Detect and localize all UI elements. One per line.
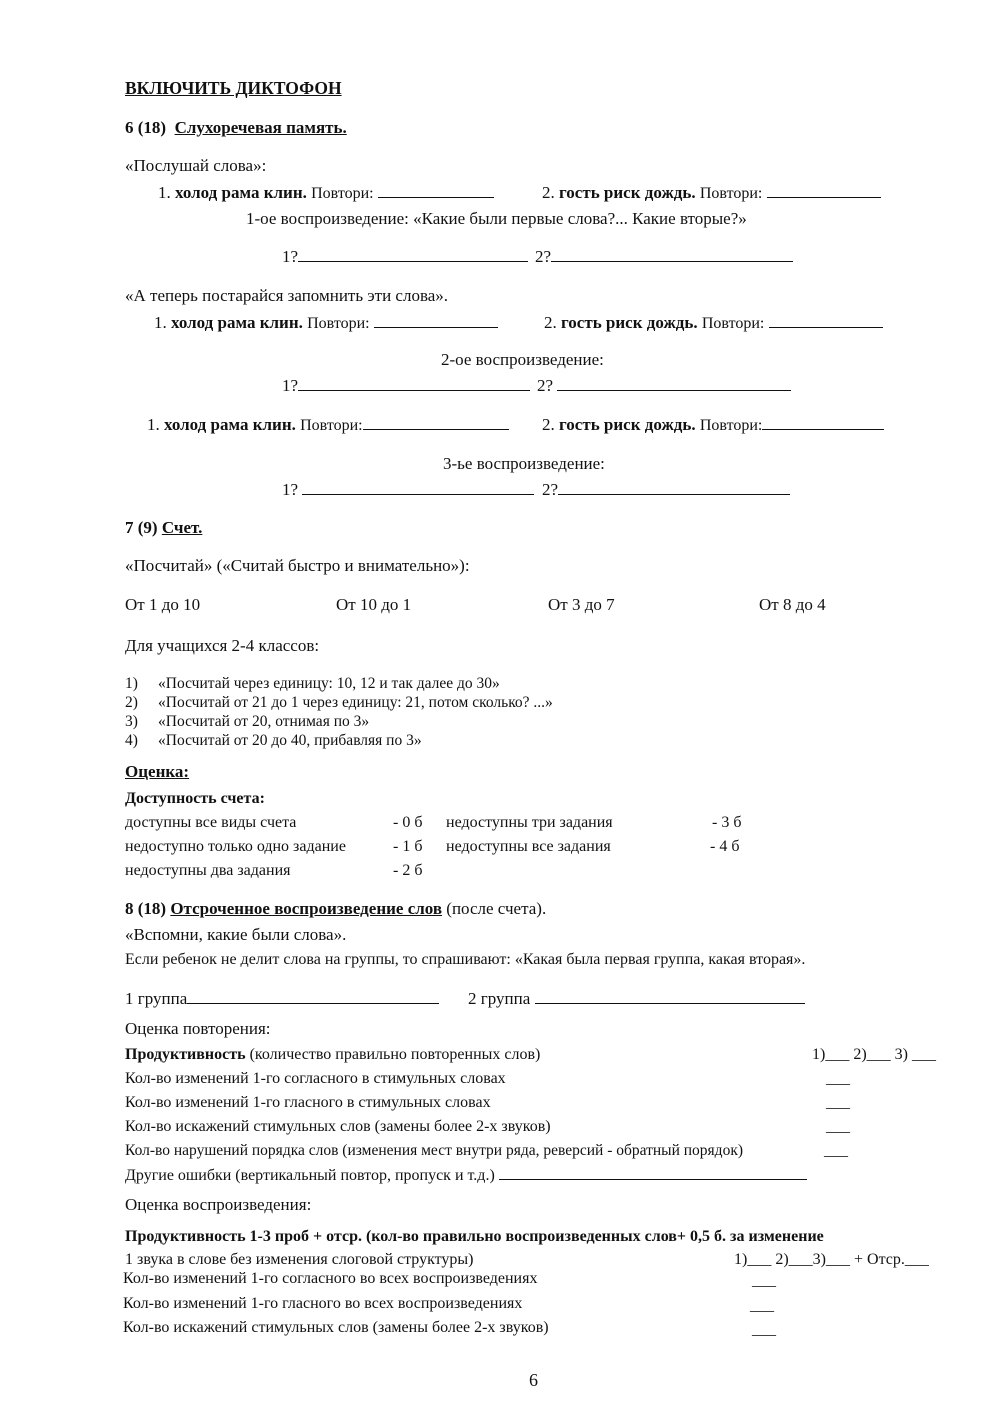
answer-blank[interactable] [298, 376, 530, 391]
section8-after: (после счета). [446, 899, 547, 918]
repeat-blank[interactable] [762, 415, 884, 430]
task-item-3 [125, 712, 370, 732]
task-text: «Посчитай от 20 до 40, прибавляя по 3» [158, 732, 422, 749]
range-2: От 10 до 1 [336, 595, 412, 614]
repeat-label: Повтори: [307, 315, 370, 332]
word-row-3a [147, 415, 509, 436]
task-text: «Посчитай через единицу: 10, 12 и так далее до 30» [158, 675, 500, 692]
rec-item-blank[interactable]: ___ [750, 1297, 774, 1314]
answer-blank[interactable] [302, 480, 534, 495]
section6-intro: «Послушай слова»: [125, 156, 267, 175]
task-item-1 [125, 674, 500, 694]
repeat-label: Повтори: [300, 417, 363, 434]
rec-item: Кол-во изменений 1-го гласного во всех воспроизведениях [123, 1295, 523, 1312]
repeat-eval-heading: Оценка повторения: [125, 1019, 271, 1038]
group-2-blank[interactable] [535, 989, 805, 1004]
productivity2-cont: 1 звука в слове без изменения слоговой структуры) [125, 1251, 474, 1268]
recall3-text: 3-ье воспроизведение: [443, 454, 605, 473]
section6-title: Слухоречевая память. [174, 118, 347, 137]
repeat-label: Повтори: [311, 185, 374, 202]
productivity-row [125, 1045, 540, 1065]
range-4: От 8 до 4 [759, 595, 826, 614]
task-text: «Посчитай от 20, отнимая по 3» [158, 713, 370, 730]
answer-blank[interactable] [557, 376, 791, 391]
recall3-answer-1 [282, 480, 534, 500]
score-points: - 4 б [710, 838, 740, 855]
group-2-label: 2 группа [468, 989, 531, 1008]
task-number: 1) [125, 675, 138, 692]
score-points: - 0 б [393, 814, 423, 831]
score-label: недоступны два задания [125, 862, 291, 879]
word-set-1: холод рама клин. [171, 313, 303, 332]
score-label: недоступно только одно задание [125, 838, 346, 855]
word-row-1a [158, 183, 494, 204]
word-row-3b [542, 415, 884, 436]
repeat-blank[interactable] [767, 183, 881, 198]
recall2-answer-2 [537, 376, 791, 396]
students-note: Для учащихся 2-4 классов: [125, 636, 320, 655]
task-number: 2) [125, 694, 138, 711]
word-set-1: холод рама клин. [164, 415, 296, 434]
recall1-answer-1 [282, 247, 528, 267]
productivity-label: Продуктивность [125, 1046, 246, 1063]
score-label: доступны все виды счета [125, 814, 297, 831]
group-1-field [125, 989, 439, 1009]
q1-label: 1? [282, 480, 299, 499]
try-remember-text: «А теперь постарайся запомнить эти слова». [125, 286, 449, 305]
record-heading: ВКЛЮЧИТЬ ДИКТОФОН [125, 78, 342, 98]
group-question: Если ребенок не делит слова на группы, то спрашивают: «Какая была первая группа, какая вторая». [125, 951, 806, 968]
q1-label: 1? [282, 247, 299, 266]
row-number: 2. [542, 183, 555, 202]
answer-blank[interactable] [298, 247, 528, 262]
access-heading: Доступность счета: [125, 790, 265, 807]
recall-prompt: «Вспомни, какие были слова». [125, 925, 347, 944]
repeat-blank[interactable] [769, 313, 883, 328]
word-set-2: гость риск дождь. [559, 183, 696, 202]
repeat-label: Повтори: [699, 185, 763, 202]
section7-title: Счет. [161, 518, 203, 537]
other-errors-blank[interactable] [499, 1165, 807, 1180]
q2-label: 2? [537, 376, 554, 395]
word-row-1b [542, 183, 881, 204]
score-label: недоступны все задания [446, 838, 611, 855]
rep-item: Кол-во изменений 1-го гласного в стимульных словах [125, 1094, 491, 1111]
rep-item-blank[interactable]: ___ [824, 1142, 848, 1159]
rec-item-blank[interactable]: ___ [752, 1272, 776, 1289]
answer-blank[interactable] [551, 247, 793, 262]
repeat-blank[interactable] [363, 415, 509, 430]
rec-item: Кол-во изменений 1-го согласного во всех воспроизведениях [123, 1270, 538, 1287]
section6-header [125, 118, 347, 138]
recall1-text: 1-ое воспроизведение: «Какие были первые слова?... Какие вторые?» [246, 209, 747, 228]
rep-item: Кол-во изменений 1-го согласного в стимульных словах [125, 1070, 506, 1087]
task-number: 3) [125, 713, 138, 730]
productivity-note: (количество правильно повторенных слов) [249, 1046, 541, 1063]
range-3: От 3 до 7 [548, 595, 615, 614]
range-1: От 1 до 10 [125, 595, 201, 614]
q2-label: 2? [535, 247, 552, 266]
row-number: 1. [147, 415, 160, 434]
rep-item: Кол-во искажений стимульных слов (замены более 2-х звуков) [125, 1118, 551, 1135]
productivity2-marks[interactable]: 1)___ 2)___3)___ + Отср.___ [734, 1251, 929, 1268]
repeat-blank[interactable] [378, 183, 494, 198]
productivity-marks[interactable]: 1)___ 2)___ 3) ___ [812, 1046, 936, 1063]
task-text: «Посчитай от 21 до 1 через единицу: 21, потом сколько? ...» [158, 694, 553, 711]
productivity2-label: Продуктивность 1-3 проб + отср. (кол-во правильно воспроизведенных слов+ 0,5 б. за изменение [125, 1228, 824, 1245]
score-points: - 3 б [712, 814, 742, 831]
task-item-4 [125, 731, 422, 751]
word-set-2: гость риск дождь. [559, 415, 696, 434]
section8-header [125, 899, 546, 919]
rec-item-blank[interactable]: ___ [752, 1321, 776, 1338]
repeat-label: Повтори: [699, 417, 763, 434]
repeat-blank[interactable] [374, 313, 498, 328]
other-errors-label: Другие ошибки (вертикальный повтор, пропуск и т.д.) [125, 1167, 495, 1184]
score-label: недоступны три задания [446, 814, 613, 831]
word-set-2: гость риск дождь. [561, 313, 698, 332]
recall1-answer-2 [535, 247, 793, 267]
rec-item: Кол-во искажений стимульных слов (замены более 2-х звуков) [123, 1319, 549, 1336]
recall2-text: 2-ое воспроизведение: [441, 350, 604, 369]
score-points: - 2 б [393, 862, 423, 879]
group-1-label: 1 группа [125, 989, 188, 1008]
recall-eval-heading: Оценка воспроизведения: [125, 1195, 312, 1214]
word-set-1: холод рама клин. [175, 183, 307, 202]
other-errors [125, 1165, 807, 1186]
rep-item-blank[interactable]: ___ [826, 1118, 850, 1135]
section7-number: 7 (9) [125, 518, 158, 537]
section8-title: Отсроченное воспроизведение слов [170, 899, 443, 918]
task-number: 4) [125, 732, 138, 749]
rep-item: Кол-во нарушений порядка слов (изменения мест внутри ряда, реверсий - обратный порядок) [125, 1142, 744, 1159]
rep-item-blank[interactable]: ___ [826, 1094, 850, 1111]
section6-number: 6 (18) [125, 118, 167, 137]
recall2-answer-1 [282, 376, 530, 396]
row-number: 1. [154, 313, 167, 332]
score-points: - 1 б [393, 838, 423, 855]
answer-blank[interactable] [558, 480, 790, 495]
recall3-answer-2 [542, 480, 790, 500]
rep-item-blank[interactable]: ___ [826, 1070, 850, 1087]
section7-header [125, 518, 202, 538]
row-number: 2. [544, 313, 557, 332]
word-row-2a [154, 313, 498, 334]
page-number: 6 [529, 1370, 538, 1390]
group-1-blank[interactable] [187, 989, 439, 1004]
section8-number: 8 (18) [125, 899, 167, 918]
grade-heading: Оценка: [125, 762, 190, 781]
q2-label: 2? [542, 480, 559, 499]
row-number: 1. [158, 183, 171, 202]
q1-label: 1? [282, 376, 299, 395]
repeat-label: Повтори: [701, 315, 765, 332]
section7-intro: «Посчитай» («Считай быстро и внимательно»): [125, 556, 470, 575]
group-2-field [468, 989, 805, 1009]
task-item-2 [125, 693, 553, 713]
word-row-2b [544, 313, 883, 334]
row-number: 2. [542, 415, 555, 434]
